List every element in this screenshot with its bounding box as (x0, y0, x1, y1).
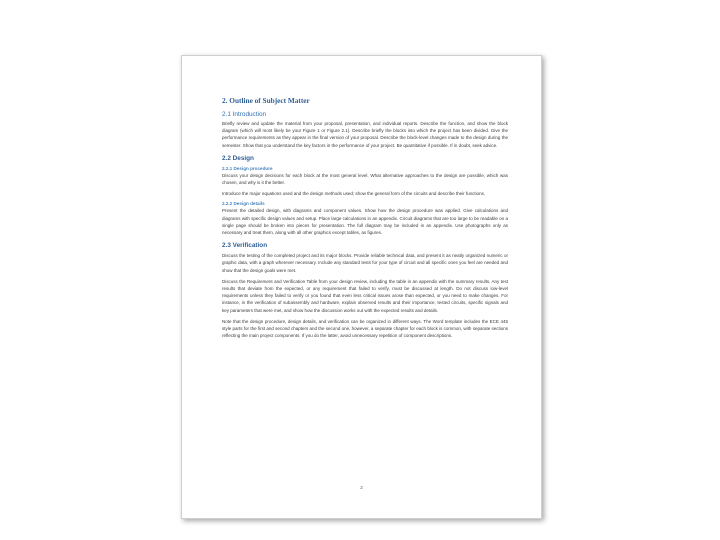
section-heading-introduction: 2.1 Introduction (222, 111, 267, 118)
page-content (222, 96, 508, 343)
document-page (181, 55, 542, 519)
verification-paragraph: Discuss the testing of the completed project and its major blocks. Provide reliable technical data, and present it as neatly organized numeric or graphic data, with a graph wherever necessary. Include any standard tests for your type of circuit and all specific ones you feel are needed and show that the design goals were met. (222, 253, 508, 273)
section-heading-verification: 2.3 Verification (222, 242, 268, 250)
introduction-paragraph: Briefly review and update the material from your proposal, presentation, and individual reports. Describe the function, and show the block diagram (which will most likely be your Figure 1 or Figure 2.1). Describe briefly the blocks into which the project has been divided. Give the performance requirements as they appear in the final version of your proposal. Describe the block-level changes made to the design during the semester. Show that you understand the key factors in the performance of your project. Be quantitative if possible. If in doubt, seek advice. (222, 121, 508, 148)
design-procedure-paragraph-2: Introduce the major equations used and the design methods used; show the general form of the circuits and describe their functions. (222, 191, 486, 197)
section-heading-design: 2.2 Design (222, 154, 254, 162)
subsection-heading-design-details: 2.2.2 Design details (222, 201, 265, 207)
page-title: 2. Outline of Subject Matter (222, 96, 310, 105)
design-details-paragraph: Present the detailed design, with diagrams and component values. Show how the design procedure was applied. Give calculations and diagrams with specific design values and setup. Place large calculations in an appendix. Circuit diagrams that are too large to be readable on a single page should be broken into pieces for presentation. The full diagram may be included in an appendix. Use photographs only as necessary and treat them, along with all other graphics except tables, as figures. (222, 208, 508, 236)
subsection-heading-design-procedure: 2.2.1 Design procedure (222, 165, 273, 171)
design-procedure-paragraph: Discuss your design decisions for each block at the most general level. What alternative approaches to the design are possible, which was chosen, and why is it the better. (222, 172, 508, 186)
verification-paragraph-2: Discuss the Requirement and Verification Table from your design review, including the table in an appendix with the summary results. Any test results that deviate from the expected, or any requirement that failed to verify, must be discussed at length. Do not discuss low-level requirements unless they failed to verify or you found that even less critical issues arose than expected, or you need to make changes. For instance, in the verification of subassembly and hardware, explain observed results and their importance, tested circuits, specific signals and key parameters that were met, and show how the discussion works out with the expected results and details. (222, 278, 508, 313)
page-number: 2 (360, 485, 363, 490)
closing-paragraph: Note that the design procedure, design details, and verification can be organized in different ways. The Word template includes the ECE 445 style parts for the first and second chapters and the second one, however, a separate chapter for each block is common, with separate sections reflecting the main project components. If you do the latter, avoid unnecessary repetition of component descriptions. (222, 318, 508, 339)
